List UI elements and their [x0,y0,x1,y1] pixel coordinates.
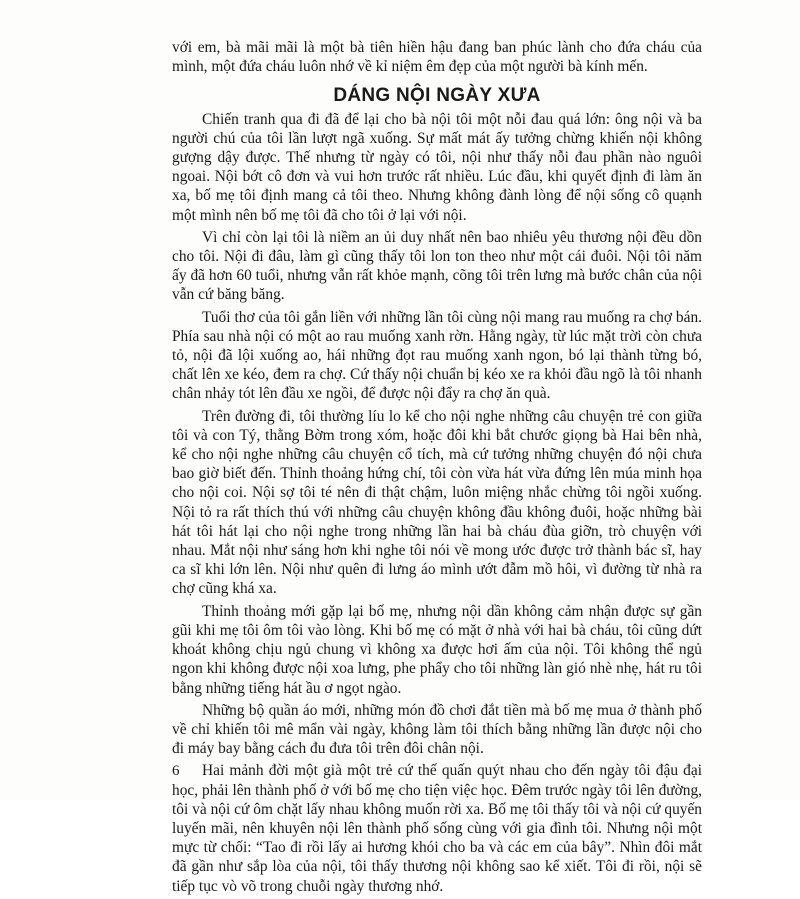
story-title: DÁNG NỘI NGÀY XƯA [333,85,541,107]
paragraph: Vì chỉ còn lại tôi là niềm an ủi duy nhất nên bao nhiêu yêu thương nội đều dồn cho tôi. Nội đi đâu, làm gì cũng thấy tôi lon ton theo như một cái đuôi. Nội tôi năm ấy đã hơn 60 tuổi, nhưng vẫn rất khỏe mạnh, cõng tôi trên lưng mà bước chân của nội vẫn cứ băng băng. [172,228,702,304]
paragraph: Hai mảnh đời một già một trẻ cứ thế quấn quýt nhau cho đến ngày tôi đậu đại học, phải lên thành phố ở với bố mẹ cho tiện việc học. Đêm trước ngày tôi lên đường, tôi và nội cứ ôm chặt lấy nhau không muốn rời xa. Bố mẹ tôi thấy tôi và nội cứ quyến luyến mãi, nên khuyên nội lên thành phố sống cùng với gia đình tôi. Nhưng nội một mực từ chối: “Tao đi rồi lấy ai hương khói cho ba và các em của bây”. Nhìn đôi mắt đã gần như sắp lòa của nội, tôi thấy thương nội không sao kể xiết. Tôi đi rồi, nội sẽ tiếp tục vò võ trong chuỗi ngày thương nhớ. [172,762,702,895]
paragraph: Tuổi thơ của tôi gắn liền với những lần tôi cùng nội mang rau muống ra chợ bán. Phía sau nhà nội có một ao rau muống xanh rờn. Hằng ngày, từ lúc mặt trời còn chưa tỏ, nội đã lội xuống ao, hái những đọt rau muống xanh ngon, bó lại thành từng bó, chất lên xe kéo, đem ra chợ. Cứ thấy nội chuẩn bị kéo xe ra khỏi đầu ngõ là tôi nhanh chân nhảy tót lên đầu xe ngồi, để được nội đẩy ra chợ ăn quà. [172,308,702,403]
intro-paragraph: với em, bà mãi mãi là một bà tiên hiền hậu đang ban phúc lành cho đứa cháu của mình, một đứa cháu luôn nhớ về kỉ niệm êm đẹp của một người bà kính mến. [172,39,702,76]
paragraph: Chiến tranh qua đi đã để lại cho bà nội tôi một nỗi đau quá lớn: ông nội và ba người chú của tôi lần lượt ngã xuống. Sự mất mát ấy tưởng chừng khiến nội không gượng dậy được. Thế nhưng từ ngày có tôi, nội như thấy nỗi đau phần nào nguôi ngoai. Nội bớt cô đơn và vui hơn trước rất nhiều. Lúc đầu, khi quyết định đi làm ăn xa, bố mẹ tôi định mang cả tôi theo. Nhưng không đành lòng để nội sống cô quạnh một mình nên bố mẹ tôi đã cho tôi ở lại với nội. [172,110,702,224]
page-content [172,38,702,899]
page-number: 6 [172,763,180,779]
paragraph: Thỉnh thoảng mới gặp lại bố mẹ, nhưng nội dần không cảm nhận được sự gần gũi khi mẹ tôi ôm tôi vào lòng. Khi bố mẹ có mặt ở nhà với hai bà cháu, tôi cũng dứt khoát không chịu ngủ chung vì không xa được hơi ấm của nội. Tôi không thể ngủ ngon khi không được nội xoa lưng, phe phẩy cho tôi những làn gió nhè nhẹ, hát ru tôi bằng những tiếng hát ầu ơ ngọt ngào. [172,602,702,697]
paragraph: Trên đường đi, tôi thường líu lo kể cho nội nghe những câu chuyện trẻ con giữa tôi và con Tý, thằng Bờm trong xóm, hoặc đôi khi bắt chước giọng bà Hai bên nhà, kể cho nội nghe những câu chuyện cổ tích, mà cứ tưởng những chuyện đó nội chưa bao giờ biết đến. Thỉnh thoảng hứng chí, tôi còn vừa hát vừa đứng lên múa minh họa cho nội coi. Nội sợ tôi té nên đi thật chậm, luôn miệng nhắc chừng tôi ngồi xuống. Nội tỏ ra rất thích thú với những câu chuyện không đầu không đuôi, hoặc những bài hát tôi hát lại cho nội nghe trong những lần hai bà cháu đùa giỡn, trò chuyện với nhau. Mắt nội như sáng hơn khi nghe tôi nói về mong ước được trở thành bác sĩ, hay ca sĩ khi lớn lên. Nội như quên đi lưng áo mình ướt đẫm mồ hôi, vì đường từ nhà ra chợ cũng khá xa. [172,407,702,598]
paragraph: Những bộ quần áo mới, những món đồ chơi đắt tiền mà bố mẹ mua ở thành phố về chỉ khiến tôi mê mẩn vài ngày, không làm tôi thích bằng những lần được nội cho đi máy bay bằng cách đu đưa tôi trên đôi chân nội. [172,701,702,758]
